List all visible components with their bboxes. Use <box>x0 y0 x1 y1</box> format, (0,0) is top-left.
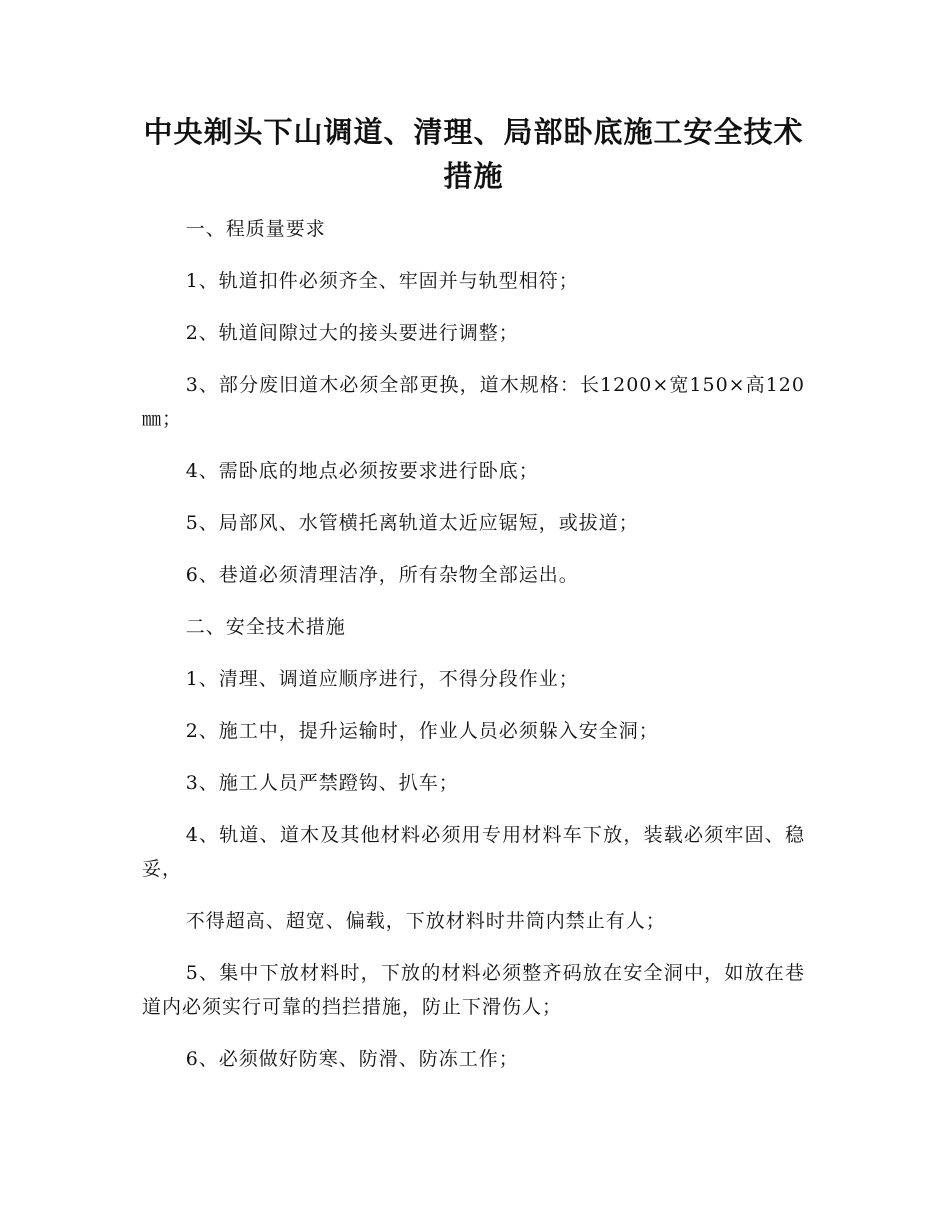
safety-item-2: 2、施工中，提升运输时，作业人员必须躲入安全洞； <box>185 720 659 742</box>
safety-item-4: 4、轨道、道木及其他材料必须用专用材料车下放，装载必须牢固、稳妥， <box>142 824 805 880</box>
safety-item-3: 3、施工人员严禁蹬钩、扒车； <box>185 772 459 794</box>
safety-item-5: 5、集中下放材料时，下放的材料必须整齐码放在安全洞中，如放在巷道内必须实行可靠的挡拦措施，防止下滑伤人； <box>142 962 805 1018</box>
safety-item-6: 6、必须做好防寒、防滑、防冻工作； <box>185 1048 519 1070</box>
quality-item-6: 6、巷道必须清理洁净，所有杂物全部运出。 <box>185 564 579 586</box>
document-title: 中央剃头下山调道、清理、局部卧底施工安全技术措施 <box>143 115 804 193</box>
safety-item-4-continued: 不得超高、超宽、偏载，下放材料时井筒内禁止有人； <box>185 910 666 932</box>
section-heading-quality: 一、程质量要求 <box>185 218 326 240</box>
quality-item-5: 5、局部风、水管横托离轨道太近应锯短，或拔道； <box>185 512 639 534</box>
section-heading-safety: 二、安全技术措施 <box>185 616 346 638</box>
quality-item-1: 1、轨道扣件必须齐全、牢固并与轨型相符； <box>185 270 579 292</box>
quality-item-4: 4、需卧底的地点必须按要求进行卧底； <box>185 460 539 482</box>
quality-item-3: 3、部分废旧道木必须全部更换，道木规格：长1200×宽150×高120㎜； <box>142 374 805 430</box>
quality-item-2: 2、轨道间隙过大的接头要进行调整； <box>185 322 519 344</box>
safety-item-1: 1、清理、调道应顺序进行，不得分段作业； <box>185 668 579 690</box>
